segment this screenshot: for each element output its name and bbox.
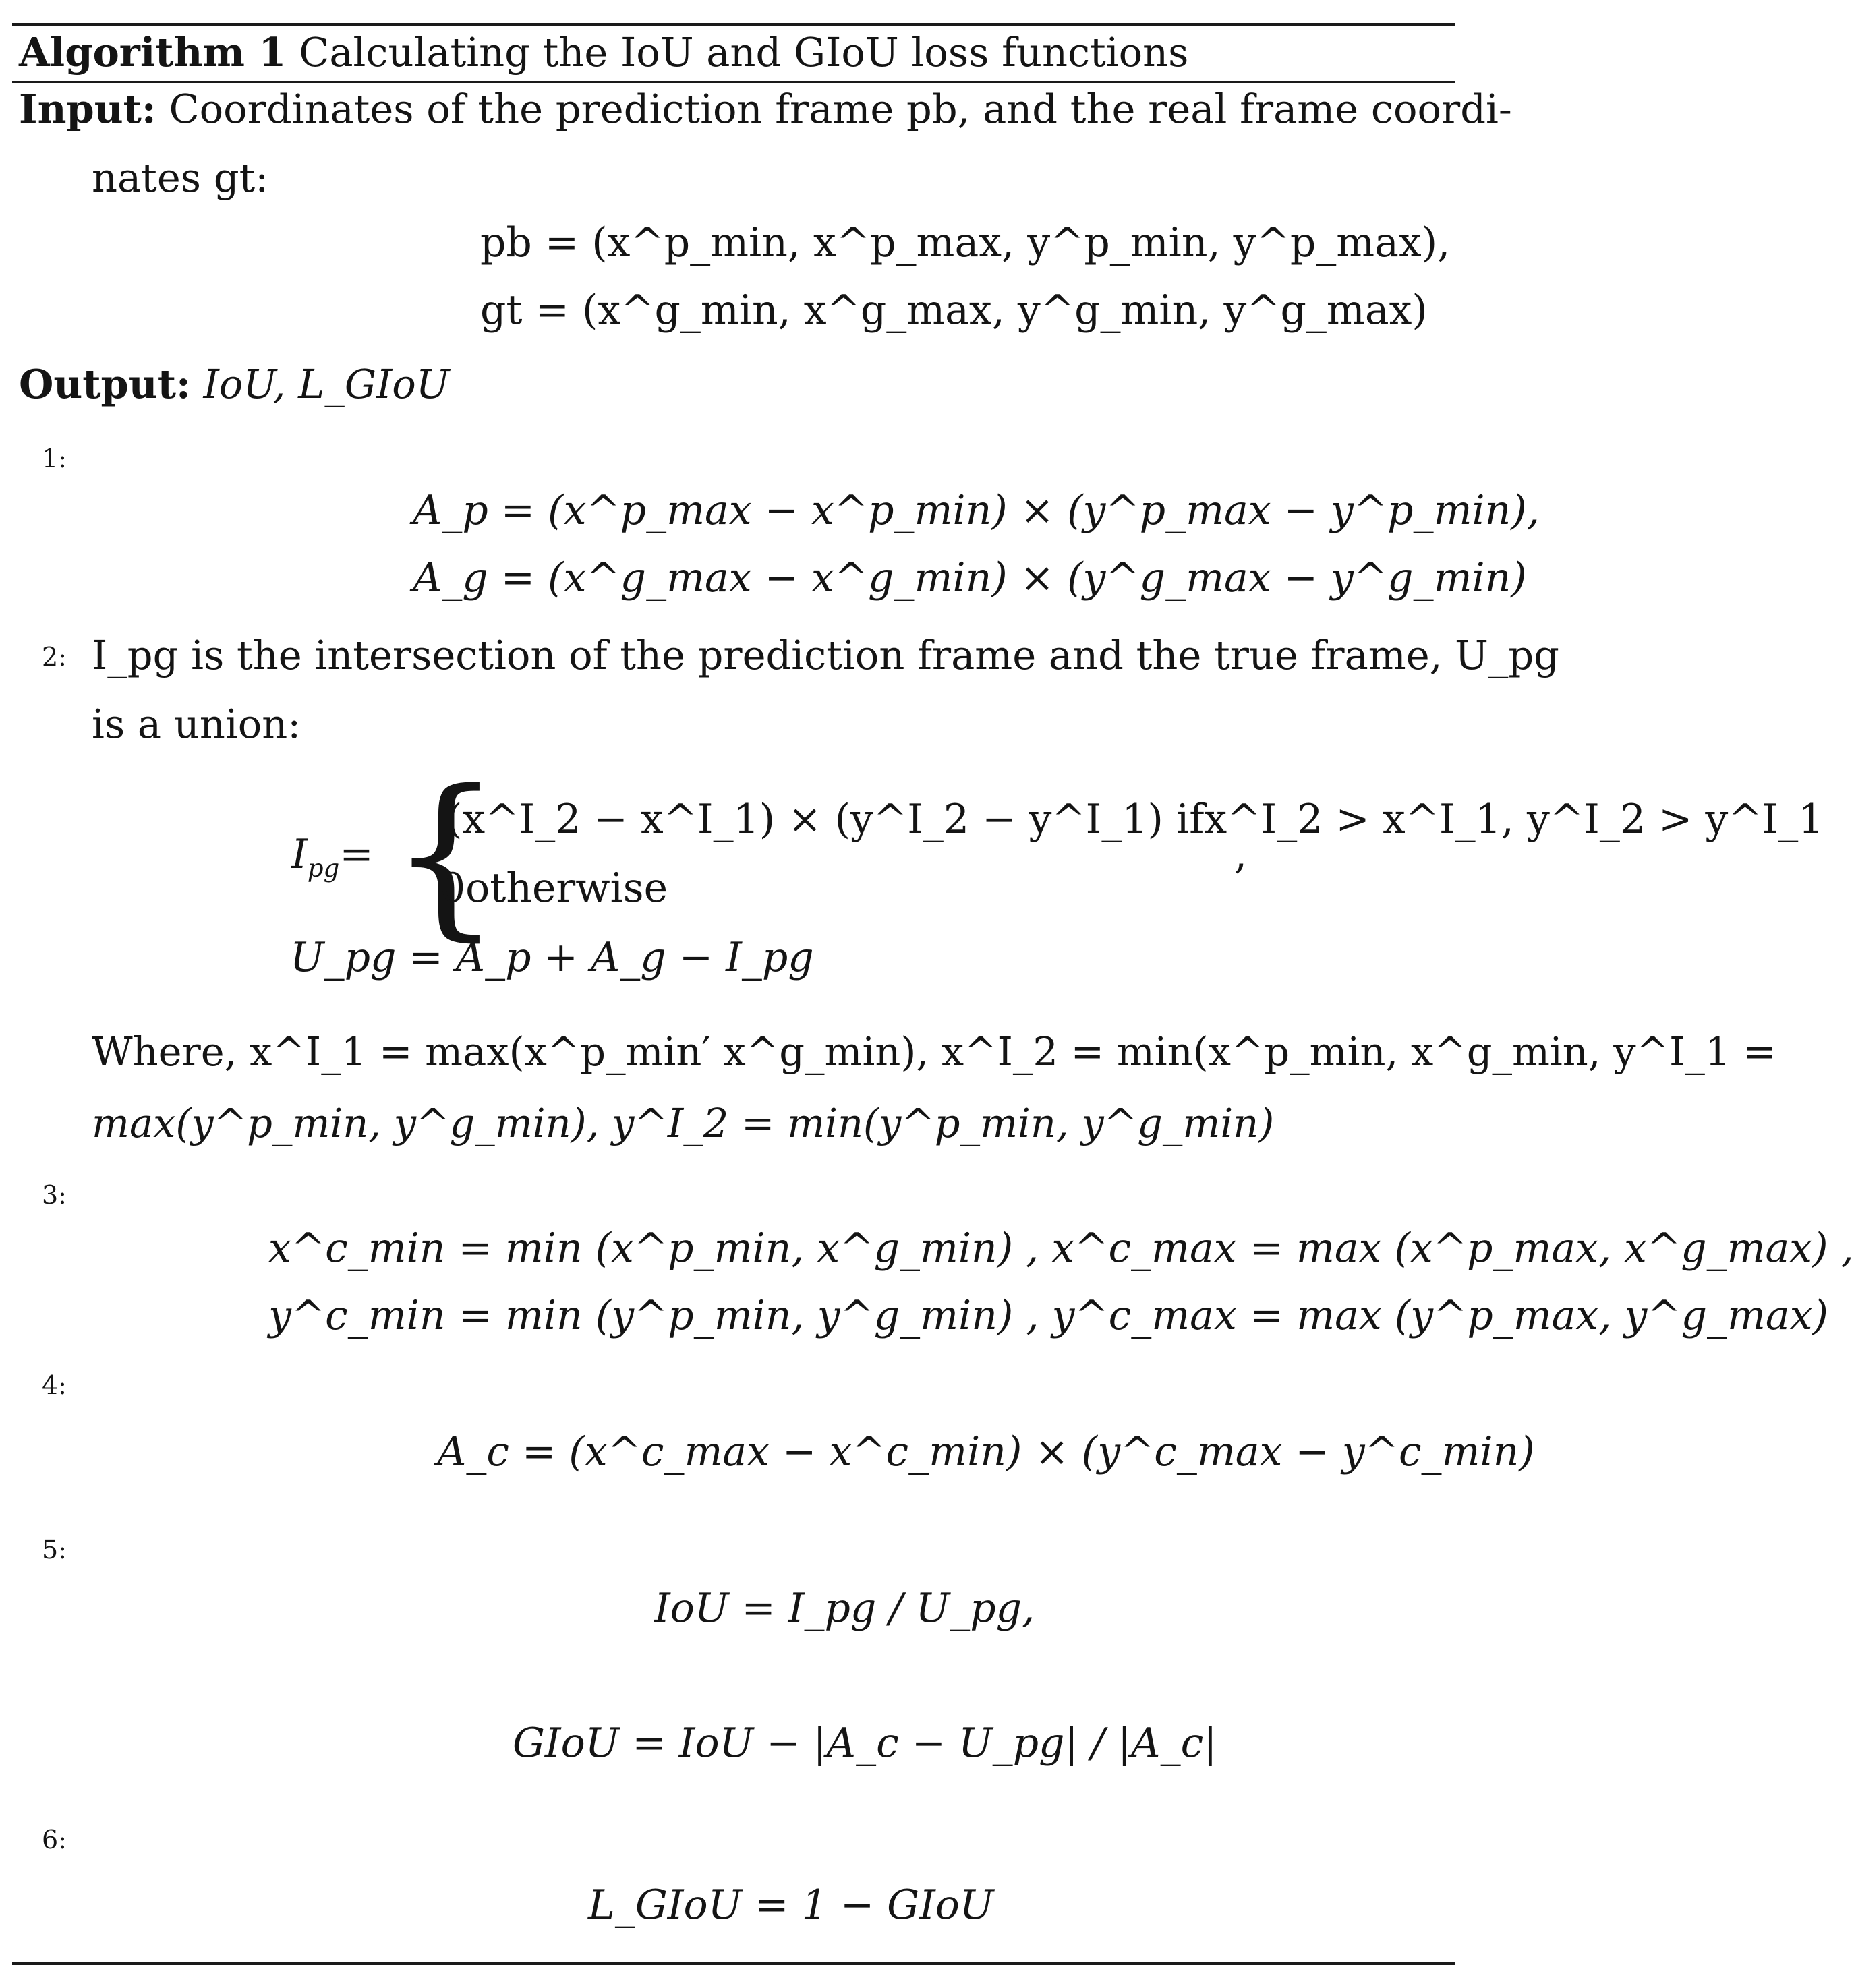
xc-equation: x^c_min = min (x^p_min, x^g_min) , x^c_max = max (x^p_max, x^g_max) , [268,1225,1854,1272]
algorithm-title [19,29,1189,76]
ag-equation: A_g = (x^g_max − x^g_min) × (y^g_max − y^g_min) [413,554,1527,602]
cases-brace: { [390,753,502,957]
cases-comma: , [1234,831,1248,878]
case-2: 0otherwise [440,865,668,912]
step-5-number: 5: [42,1535,67,1565]
ac-equation: A_c = (x^c_max − x^c_min) × (y^c_max − y^c_min) [437,1428,1535,1475]
step-6-number: 6: [42,1825,67,1854]
step-2-text-1: I_pg is the intersection of the prediction frame and the true frame, U_pg [92,632,1559,678]
giou-equation: GIoU = IoU − |A_c − U_pg| / |A_c| [513,1720,1217,1767]
yc-equation: y^c_min = min (y^p_min, y^g_min) , y^c_max = max (y^p_max, y^g_max) [268,1292,1828,1339]
title-rule [12,81,1455,83]
upg-equation: U_pg = A_p + A_g − I_pg [290,934,814,981]
step-4-number: 4: [42,1370,67,1400]
step-1-number: 1: [42,444,67,473]
input-text-1: Coordinates of the prediction frame pb, and the real frame coordi- [169,86,1512,132]
ap-equation: A_p = (x^p_max − x^p_min) × (y^p_max − y^p_min), [413,487,1540,534]
gt-equation: gt = (x^g_min, x^g_max, y^g_min, y^g_max) [480,287,1428,334]
iou-equation: IoU = I_pg / U_pg, [654,1585,1035,1632]
output-label: Output: [19,361,191,407]
algorithm-caption: Calculating the IoU and GIoU loss functions [299,29,1189,76]
top-rule [12,23,1455,26]
where-line-1: Where, x^I_1 = max(x^p_min′ x^g_min), x^I_2 = min(x^p_min, x^g_min, y^I_1 = [92,1028,1776,1075]
output-text: IoU, L_GIoU [203,361,450,407]
case-1: (x^I_2 − x^I_1) × (y^I_2 − y^I_1) ifx^I_2 > x^I_1, y^I_2 > y^I_1 [446,796,1824,843]
pb-equation: pb = (x^p_min, x^p_max, y^p_min, y^p_max), [480,219,1451,266]
step-2-text-2: is a union: [92,701,301,747]
bottom-rule [12,1962,1455,1965]
input-line-1 [19,86,1512,132]
input-line-2: nates gt: [92,154,269,201]
algorithm-label: Algorithm 1 [19,29,287,76]
ipg-label: $I_{pg}=$ [291,831,374,883]
step-2-number: 2: [42,642,67,672]
step-3-number: 3: [42,1180,67,1210]
lgiou-equation: L_GIoU = 1 − GIoU [588,1881,994,1929]
output-line [19,361,450,407]
input-label: Input: [19,86,156,132]
where-line-2: max(y^p_min, y^g_min), y^I_2 = min(y^p_min, y^g_min) [92,1100,1275,1146]
